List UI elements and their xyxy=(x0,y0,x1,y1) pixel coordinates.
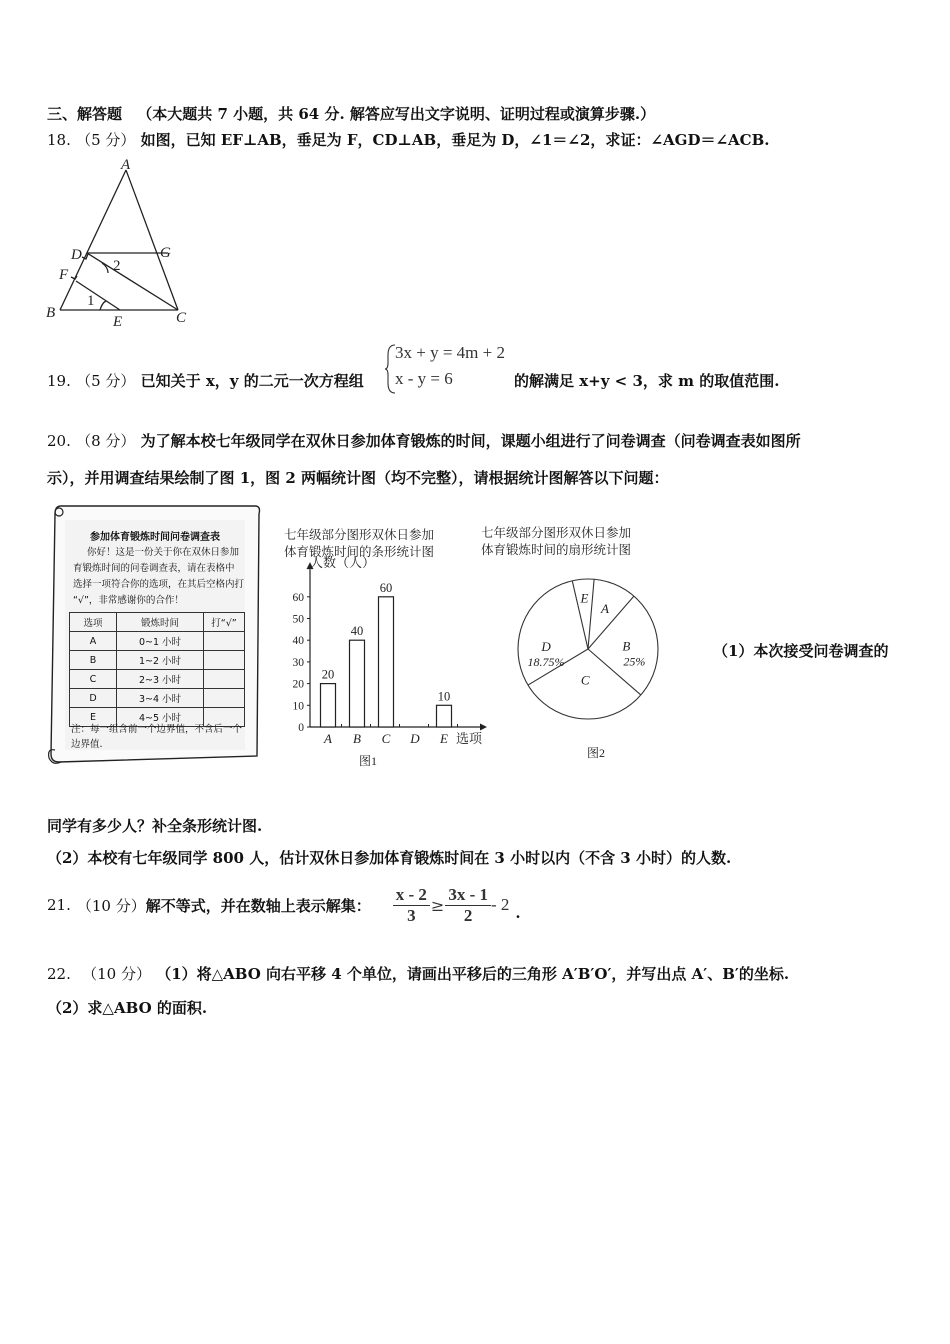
bar-data-label: 40 xyxy=(350,624,364,639)
label-B: B xyxy=(46,305,56,321)
bar-data-label: 60 xyxy=(379,580,393,595)
section-header xyxy=(47,103,655,124)
survey-row xyxy=(70,670,245,689)
survey-note-line: 注：每一组含前一个边界值，不含后一个 xyxy=(71,724,243,735)
bar xyxy=(379,597,394,727)
q20-sub1-part1: （1）本次接受问卷调查的 xyxy=(713,642,889,660)
bar-data-label: 20 xyxy=(321,667,335,682)
y-tick-label: 0 xyxy=(298,722,304,734)
x-axis-label: 选项 xyxy=(456,731,483,746)
label-1: 1 xyxy=(87,293,95,309)
bar-data-label: 10 xyxy=(437,689,451,704)
q21-fraction-right xyxy=(445,885,491,926)
q21-frac1-den: 3 xyxy=(407,905,416,925)
label-G: G xyxy=(160,245,171,261)
survey-row xyxy=(70,651,245,670)
label-C: C xyxy=(176,310,187,326)
q18-triangle-figure xyxy=(40,155,200,330)
q21-number: 21. xyxy=(47,896,71,914)
q21-frac2-den: 2 xyxy=(463,905,473,925)
survey-intro-line: 选择一项符合你的选项，在其后空格内打 xyxy=(73,579,245,590)
label-D: D xyxy=(71,247,82,263)
q21-frac1-num: x - 2 xyxy=(393,885,430,906)
survey-cell: E xyxy=(70,708,117,727)
survey-intro-line: 你好！这是一份关于你在双休日参加 xyxy=(87,547,240,558)
y-tick-label: 20 xyxy=(292,678,304,691)
y-tick-label: 50 xyxy=(292,613,304,626)
q18-text: 如图，已知 EF⊥AB，垂足为 F，CD⊥AB，垂足为 D，∠1＝∠2，求证：∠AGD＝∠ACB. xyxy=(140,131,770,149)
y-tick-label: 30 xyxy=(292,656,304,669)
x-tick-label: A xyxy=(324,731,332,746)
q20-sub2: （2）本校有七年级同学 800 人，估计双休日参加体育锻炼时间在 3 小时以内（不含 3 小时）的人数. xyxy=(47,849,732,867)
section-note: （本大题共 7 小题，共 64 分. 解答应写出文字说明、证明过程或演算步骤.） xyxy=(137,105,656,123)
pie-chart-title xyxy=(481,525,631,559)
q19-text-before: 已知关于 x，y 的二元一次方程组 xyxy=(140,372,364,390)
pie-slice-label: B xyxy=(622,638,631,654)
q21-fraction-left xyxy=(393,885,430,926)
y-axis-label: 人数（人） xyxy=(310,555,376,571)
q20-points: （8 分） xyxy=(76,432,136,450)
q22-text: （1）将△ABO 向右平移 4 个单位，请画出平移后的三角形 A′B′O′，并写出点 A′、B′的坐标. xyxy=(156,965,790,983)
pie-slice-label: A xyxy=(600,601,609,617)
q19-text-after: 的解满足 x+y < 3，求 m 的取值范围. xyxy=(514,372,780,390)
q18-number: 18. xyxy=(47,131,71,149)
survey-cell: 0~1 小时 xyxy=(117,632,204,651)
pie-chart-title-line: 七年级部分图形双休日参加 xyxy=(481,526,632,540)
q20-text-line1: 为了解本校七年级同学在双休日参加体育锻炼的时间，课题小组进行了问卷调查（问卷调查表如图所 xyxy=(140,432,801,450)
survey-cell: A xyxy=(70,632,117,651)
survey-check-cell xyxy=(204,651,245,670)
question-18 xyxy=(47,129,770,150)
q20-sub1-part2: 同学有多少人？补全条形统计图. xyxy=(47,817,263,835)
survey-header-cell: 锻炼时间 xyxy=(117,613,204,632)
label-2: 2 xyxy=(113,258,121,274)
x-tick-label: C xyxy=(381,731,391,746)
bar-chart-title-line: 体育锻炼时间的条形统计图 xyxy=(284,545,435,559)
q21-end: . xyxy=(515,904,521,922)
bar xyxy=(350,640,365,727)
x-axis-arrow xyxy=(480,724,487,731)
survey-note xyxy=(71,722,242,752)
q21-text: 解不等式，并在数轴上表示解集： xyxy=(145,896,371,915)
survey-row xyxy=(70,632,245,651)
survey-cell: 3~4 小时 xyxy=(117,689,204,708)
q19-number: 19. xyxy=(47,372,71,390)
q19-eq2: x - y = 6 xyxy=(395,369,453,388)
survey-cell: C xyxy=(70,670,117,689)
survey-table xyxy=(69,612,245,727)
y-tick-label: 10 xyxy=(292,700,304,713)
survey-header-row xyxy=(70,613,245,632)
survey-cell: 2~3 小时 xyxy=(117,670,204,689)
q21-relation: ≥ xyxy=(430,895,445,915)
q22-sub2: （2）求△ABO 的面积. xyxy=(47,999,208,1017)
pie-chart xyxy=(510,575,680,765)
y-tick-label: 60 xyxy=(292,591,304,604)
x-tick-label: E xyxy=(440,731,448,746)
x-tick-label: D xyxy=(410,731,420,746)
survey-title: 参加体育锻炼时间问卷调查表 xyxy=(90,532,220,543)
survey-intro-line: 育锻炼时间的问卷调查表，请在表格中 xyxy=(73,563,235,574)
survey-row xyxy=(70,689,245,708)
survey-cell: 1~2 小时 xyxy=(117,651,204,670)
survey-check-cell xyxy=(204,670,245,689)
y-tick-label: 40 xyxy=(292,635,304,648)
q21-tail: - 2 xyxy=(490,895,510,914)
q20-number: 20. xyxy=(47,432,71,450)
pie-slice-label: D xyxy=(541,638,551,654)
q19-points: （5 分） xyxy=(76,372,136,390)
q21-frac2-num: 3x - 1 xyxy=(445,885,491,906)
chart-caption: 图2 xyxy=(586,746,606,760)
pie-slice-label: C xyxy=(580,672,590,688)
survey-cell: 4~5 小时 xyxy=(117,708,204,727)
q22-points: （10 分） xyxy=(82,965,151,983)
chart-caption: 图1 xyxy=(358,754,378,768)
survey-check-cell xyxy=(204,689,245,708)
x-tick-label: B xyxy=(353,731,361,746)
survey-cell: B xyxy=(70,651,117,670)
survey-scroll xyxy=(45,500,265,768)
bar xyxy=(321,684,336,727)
survey-note-line: 边界值. xyxy=(71,739,103,750)
survey-cell: D xyxy=(70,689,117,708)
question-22 xyxy=(47,963,789,984)
survey-header-cell: 选项 xyxy=(70,613,117,632)
label-E: E xyxy=(113,314,123,330)
q19-eq1: 3x + y = 4m + 2 xyxy=(395,343,505,362)
q21-points: （10 分） xyxy=(76,896,146,915)
bar-chart-title-line: 七年级部分图形双休日参加 xyxy=(284,528,435,542)
q22-number: 22. xyxy=(47,965,71,983)
q20-text-line2: 示），并用调查结果绘制了图 1，图 2 两幅统计图（均不完整），请根据统计图解答以下问题： xyxy=(47,469,669,487)
pie-percent-label: 18.75% xyxy=(527,654,565,669)
pie-percent-label: 25% xyxy=(623,654,646,669)
bar-chart xyxy=(270,555,500,780)
question-19 xyxy=(47,370,364,391)
question-20-line1 xyxy=(47,430,801,451)
survey-intro-line: “√”，非常感谢你的合作！ xyxy=(73,595,184,606)
survey-intro xyxy=(73,545,244,609)
survey-header-cell: 打“√” xyxy=(204,613,245,632)
q18-points: （5 分） xyxy=(76,131,136,149)
pie-slice-label: E xyxy=(580,590,589,606)
pie-chart-title-line: 体育锻炼时间的扇形统计图 xyxy=(481,543,632,557)
bar xyxy=(437,705,452,727)
label-F: F xyxy=(59,267,69,283)
label-A: A xyxy=(121,157,131,173)
question-21 xyxy=(47,882,521,928)
section-title: 三、解答题 xyxy=(47,105,123,123)
survey-check-cell xyxy=(204,632,245,651)
